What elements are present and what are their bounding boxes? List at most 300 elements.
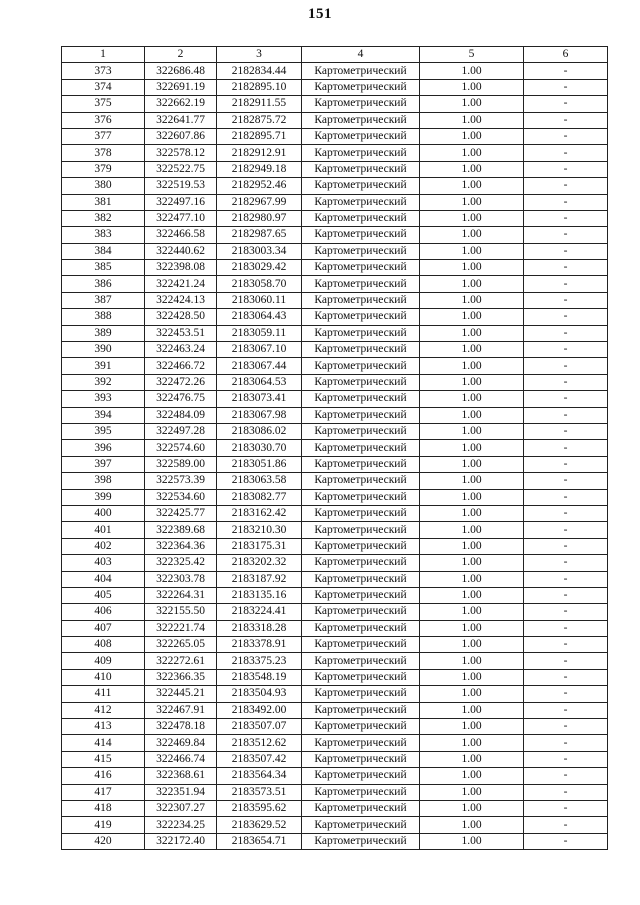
table-row: [62, 358, 608, 374]
accuracy-cell: 1.00: [420, 719, 524, 735]
accuracy-cell: 1.00: [420, 686, 524, 702]
y-coordinate-cell: 2182895.10: [217, 79, 302, 95]
table-row: [62, 161, 608, 177]
table-row: [62, 719, 608, 735]
header-row: [62, 47, 608, 63]
point-number-cell: 418: [62, 800, 145, 816]
table-row: [62, 112, 608, 128]
x-coordinate-cell: 322155.50: [145, 604, 217, 620]
note-cell: -: [524, 637, 608, 653]
accuracy-cell: 1.00: [420, 145, 524, 161]
header-cell: 3: [217, 47, 302, 63]
y-coordinate-cell: 2183086.02: [217, 423, 302, 439]
method-cell: Картометрический: [302, 604, 420, 620]
table-row: [62, 538, 608, 554]
x-coordinate-cell: 322364.36: [145, 538, 217, 554]
header-cell: 4: [302, 47, 420, 63]
table-row: [62, 276, 608, 292]
x-coordinate-cell: 322641.77: [145, 112, 217, 128]
y-coordinate-cell: 2183064.53: [217, 374, 302, 390]
note-cell: -: [524, 292, 608, 308]
table-row: [62, 604, 608, 620]
accuracy-cell: 1.00: [420, 358, 524, 374]
point-number-cell: 400: [62, 505, 145, 521]
accuracy-cell: 1.00: [420, 620, 524, 636]
note-cell: -: [524, 260, 608, 276]
note-cell: -: [524, 719, 608, 735]
x-coordinate-cell: 322467.91: [145, 702, 217, 718]
note-cell: -: [524, 342, 608, 358]
point-number-cell: 402: [62, 538, 145, 554]
note-cell: -: [524, 178, 608, 194]
note-cell: -: [524, 79, 608, 95]
point-number-cell: 396: [62, 440, 145, 456]
x-coordinate-cell: 322466.74: [145, 751, 217, 767]
coordinates-table: [61, 46, 608, 850]
table-row: [62, 374, 608, 390]
method-cell: Картометрический: [302, 555, 420, 571]
point-number-cell: 417: [62, 784, 145, 800]
table-row: [62, 407, 608, 423]
note-cell: -: [524, 210, 608, 226]
y-coordinate-cell: 2183210.30: [217, 522, 302, 538]
page-number: 151: [308, 6, 332, 22]
point-number-cell: 406: [62, 604, 145, 620]
method-cell: Картометрический: [302, 587, 420, 603]
table-row: [62, 555, 608, 571]
method-cell: Картометрический: [302, 784, 420, 800]
point-number-cell: 382: [62, 210, 145, 226]
note-cell: -: [524, 686, 608, 702]
note-cell: -: [524, 276, 608, 292]
accuracy-cell: 1.00: [420, 505, 524, 521]
x-coordinate-cell: 322691.19: [145, 79, 217, 95]
y-coordinate-cell: 2183573.51: [217, 784, 302, 800]
x-coordinate-cell: 322484.09: [145, 407, 217, 423]
point-number-cell: 408: [62, 637, 145, 653]
x-coordinate-cell: 322428.50: [145, 309, 217, 325]
point-number-cell: 407: [62, 620, 145, 636]
table-row: [62, 96, 608, 112]
y-coordinate-cell: 2182967.99: [217, 194, 302, 210]
method-cell: Картометрический: [302, 686, 420, 702]
y-coordinate-cell: 2183378.91: [217, 637, 302, 653]
x-coordinate-cell: 322421.24: [145, 276, 217, 292]
table-row: [62, 702, 608, 718]
point-number-cell: 399: [62, 489, 145, 505]
table-row: [62, 391, 608, 407]
y-coordinate-cell: 2183507.07: [217, 719, 302, 735]
method-cell: Картометрический: [302, 817, 420, 833]
method-cell: Картометрический: [302, 112, 420, 128]
accuracy-cell: 1.00: [420, 702, 524, 718]
x-coordinate-cell: 322264.31: [145, 587, 217, 603]
y-coordinate-cell: 2183060.11: [217, 292, 302, 308]
table-row: [62, 309, 608, 325]
y-coordinate-cell: 2183375.23: [217, 653, 302, 669]
method-cell: Картометрический: [302, 522, 420, 538]
method-cell: Картометрический: [302, 571, 420, 587]
x-coordinate-cell: 322303.78: [145, 571, 217, 587]
accuracy-cell: 1.00: [420, 522, 524, 538]
x-coordinate-cell: 322574.60: [145, 440, 217, 456]
y-coordinate-cell: 2183548.19: [217, 669, 302, 685]
accuracy-cell: 1.00: [420, 653, 524, 669]
table-row: [62, 489, 608, 505]
x-coordinate-cell: 322472.26: [145, 374, 217, 390]
table-row: [62, 227, 608, 243]
accuracy-cell: 1.00: [420, 194, 524, 210]
point-number-cell: 393: [62, 391, 145, 407]
table-row: [62, 817, 608, 833]
point-number-cell: 376: [62, 112, 145, 128]
y-coordinate-cell: 2183073.41: [217, 391, 302, 407]
x-coordinate-cell: 322366.35: [145, 669, 217, 685]
point-number-cell: 398: [62, 473, 145, 489]
note-cell: -: [524, 505, 608, 521]
x-coordinate-cell: 322466.58: [145, 227, 217, 243]
point-number-cell: 401: [62, 522, 145, 538]
method-cell: Картометрический: [302, 227, 420, 243]
note-cell: -: [524, 555, 608, 571]
method-cell: Картометрический: [302, 751, 420, 767]
point-number-cell: 386: [62, 276, 145, 292]
point-number-cell: 388: [62, 309, 145, 325]
point-number-cell: 394: [62, 407, 145, 423]
method-cell: Картометрический: [302, 292, 420, 308]
y-coordinate-cell: 2182834.44: [217, 63, 302, 79]
x-coordinate-cell: 322476.75: [145, 391, 217, 407]
note-cell: -: [524, 423, 608, 439]
table-row: [62, 178, 608, 194]
note-cell: -: [524, 604, 608, 620]
accuracy-cell: 1.00: [420, 669, 524, 685]
note-cell: -: [524, 653, 608, 669]
note-cell: -: [524, 243, 608, 259]
note-cell: -: [524, 571, 608, 587]
y-coordinate-cell: 2183051.86: [217, 456, 302, 472]
method-cell: Картометрический: [302, 374, 420, 390]
y-coordinate-cell: 2182912.91: [217, 145, 302, 161]
point-number-cell: 391: [62, 358, 145, 374]
y-coordinate-cell: 2183507.42: [217, 751, 302, 767]
x-coordinate-cell: 322221.74: [145, 620, 217, 636]
method-cell: Картометрический: [302, 391, 420, 407]
x-coordinate-cell: 322425.77: [145, 505, 217, 521]
accuracy-cell: 1.00: [420, 751, 524, 767]
table-row: [62, 571, 608, 587]
x-coordinate-cell: 322466.72: [145, 358, 217, 374]
accuracy-cell: 1.00: [420, 538, 524, 554]
point-number-cell: 414: [62, 735, 145, 751]
y-coordinate-cell: 2183512.62: [217, 735, 302, 751]
method-cell: Картометрический: [302, 473, 420, 489]
point-number-cell: 390: [62, 342, 145, 358]
accuracy-cell: 1.00: [420, 587, 524, 603]
point-number-cell: 373: [62, 63, 145, 79]
y-coordinate-cell: 2183059.11: [217, 325, 302, 341]
table-row: [62, 145, 608, 161]
table-header: [62, 47, 608, 63]
point-number-cell: 412: [62, 702, 145, 718]
accuracy-cell: 1.00: [420, 227, 524, 243]
point-number-cell: 397: [62, 456, 145, 472]
note-cell: -: [524, 456, 608, 472]
method-cell: Картометрический: [302, 423, 420, 439]
table-row: [62, 128, 608, 144]
method-cell: Картометрический: [302, 702, 420, 718]
x-coordinate-cell: 322519.53: [145, 178, 217, 194]
point-number-cell: 381: [62, 194, 145, 210]
point-number-cell: 389: [62, 325, 145, 341]
point-number-cell: 415: [62, 751, 145, 767]
x-coordinate-cell: 322440.62: [145, 243, 217, 259]
x-coordinate-cell: 322351.94: [145, 784, 217, 800]
method-cell: Картометрический: [302, 178, 420, 194]
method-cell: Картометрический: [302, 210, 420, 226]
header-cell: 2: [145, 47, 217, 63]
x-coordinate-cell: 322522.75: [145, 161, 217, 177]
method-cell: Картометрический: [302, 735, 420, 751]
method-cell: Картометрический: [302, 342, 420, 358]
method-cell: Картометрический: [302, 719, 420, 735]
table-row: [62, 505, 608, 521]
point-number-cell: 413: [62, 719, 145, 735]
table-row: [62, 194, 608, 210]
y-coordinate-cell: 2183187.92: [217, 571, 302, 587]
note-cell: -: [524, 522, 608, 538]
method-cell: Картометрический: [302, 407, 420, 423]
note-cell: -: [524, 751, 608, 767]
header-cell: 1: [62, 47, 145, 63]
y-coordinate-cell: 2183067.44: [217, 358, 302, 374]
accuracy-cell: 1.00: [420, 96, 524, 112]
note-cell: -: [524, 473, 608, 489]
accuracy-cell: 1.00: [420, 63, 524, 79]
method-cell: Картометрический: [302, 637, 420, 653]
y-coordinate-cell: 2182875.72: [217, 112, 302, 128]
y-coordinate-cell: 2183629.52: [217, 817, 302, 833]
x-coordinate-cell: 322325.42: [145, 555, 217, 571]
accuracy-cell: 1.00: [420, 784, 524, 800]
note-cell: -: [524, 63, 608, 79]
table-row: [62, 473, 608, 489]
method-cell: Картометрический: [302, 325, 420, 341]
table-row: [62, 653, 608, 669]
x-coordinate-cell: 322607.86: [145, 128, 217, 144]
note-cell: -: [524, 440, 608, 456]
table-row: [62, 735, 608, 751]
accuracy-cell: 1.00: [420, 161, 524, 177]
accuracy-cell: 1.00: [420, 79, 524, 95]
accuracy-cell: 1.00: [420, 440, 524, 456]
accuracy-cell: 1.00: [420, 391, 524, 407]
point-number-cell: 384: [62, 243, 145, 259]
method-cell: Картометрический: [302, 669, 420, 685]
table-row: [62, 243, 608, 259]
x-coordinate-cell: 322453.51: [145, 325, 217, 341]
y-coordinate-cell: 2183175.31: [217, 538, 302, 554]
note-cell: -: [524, 358, 608, 374]
table-row: [62, 210, 608, 226]
y-coordinate-cell: 2183318.28: [217, 620, 302, 636]
accuracy-cell: 1.00: [420, 473, 524, 489]
method-cell: Картометрический: [302, 358, 420, 374]
x-coordinate-cell: 322424.13: [145, 292, 217, 308]
method-cell: Картометрический: [302, 260, 420, 276]
method-cell: Картометрический: [302, 161, 420, 177]
method-cell: Картометрический: [302, 538, 420, 554]
point-number-cell: 405: [62, 587, 145, 603]
y-coordinate-cell: 2183063.58: [217, 473, 302, 489]
accuracy-cell: 1.00: [420, 817, 524, 833]
y-coordinate-cell: 2183162.42: [217, 505, 302, 521]
table-row: [62, 669, 608, 685]
table-row: [62, 325, 608, 341]
note-cell: -: [524, 587, 608, 603]
method-cell: Картометрический: [302, 194, 420, 210]
y-coordinate-cell: 2183030.70: [217, 440, 302, 456]
x-coordinate-cell: 322398.08: [145, 260, 217, 276]
table-row: [62, 637, 608, 653]
table-row: [62, 686, 608, 702]
method-cell: Картометрический: [302, 833, 420, 849]
note-cell: -: [524, 194, 608, 210]
method-cell: Картометрический: [302, 96, 420, 112]
note-cell: -: [524, 374, 608, 390]
point-number-cell: 410: [62, 669, 145, 685]
x-coordinate-cell: 322478.18: [145, 719, 217, 735]
accuracy-cell: 1.00: [420, 276, 524, 292]
y-coordinate-cell: 2182895.71: [217, 128, 302, 144]
point-number-cell: 375: [62, 96, 145, 112]
table-row: [62, 800, 608, 816]
x-coordinate-cell: 322573.39: [145, 473, 217, 489]
note-cell: -: [524, 489, 608, 505]
table-row: [62, 342, 608, 358]
note-cell: -: [524, 112, 608, 128]
table-row: [62, 620, 608, 636]
table-row: [62, 587, 608, 603]
accuracy-cell: 1.00: [420, 423, 524, 439]
x-coordinate-cell: 322469.84: [145, 735, 217, 751]
method-cell: Картометрический: [302, 128, 420, 144]
table-row: [62, 79, 608, 95]
point-number-cell: 420: [62, 833, 145, 849]
method-cell: Картометрический: [302, 456, 420, 472]
x-coordinate-cell: 322368.61: [145, 768, 217, 784]
accuracy-cell: 1.00: [420, 112, 524, 128]
accuracy-cell: 1.00: [420, 309, 524, 325]
y-coordinate-cell: 2183058.70: [217, 276, 302, 292]
method-cell: Картометрический: [302, 653, 420, 669]
y-coordinate-cell: 2183595.62: [217, 800, 302, 816]
x-coordinate-cell: 322662.19: [145, 96, 217, 112]
accuracy-cell: 1.00: [420, 210, 524, 226]
accuracy-cell: 1.00: [420, 292, 524, 308]
table-row: [62, 522, 608, 538]
x-coordinate-cell: 322463.24: [145, 342, 217, 358]
y-coordinate-cell: 2183654.71: [217, 833, 302, 849]
y-coordinate-cell: 2183202.32: [217, 555, 302, 571]
y-coordinate-cell: 2183029.42: [217, 260, 302, 276]
table-row: [62, 751, 608, 767]
method-cell: Картометрический: [302, 440, 420, 456]
table-body: [62, 63, 608, 850]
x-coordinate-cell: 322477.10: [145, 210, 217, 226]
point-number-cell: 403: [62, 555, 145, 571]
point-number-cell: 383: [62, 227, 145, 243]
point-number-cell: 392: [62, 374, 145, 390]
method-cell: Картометрический: [302, 505, 420, 521]
point-number-cell: 378: [62, 145, 145, 161]
accuracy-cell: 1.00: [420, 555, 524, 571]
point-number-cell: 411: [62, 686, 145, 702]
note-cell: -: [524, 96, 608, 112]
y-coordinate-cell: 2183135.16: [217, 587, 302, 603]
note-cell: -: [524, 407, 608, 423]
table-row: [62, 440, 608, 456]
x-coordinate-cell: 322589.00: [145, 456, 217, 472]
y-coordinate-cell: 2183064.43: [217, 309, 302, 325]
x-coordinate-cell: 322172.40: [145, 833, 217, 849]
accuracy-cell: 1.00: [420, 407, 524, 423]
point-number-cell: 416: [62, 768, 145, 784]
note-cell: -: [524, 161, 608, 177]
method-cell: Картометрический: [302, 800, 420, 816]
point-number-cell: 379: [62, 161, 145, 177]
note-cell: -: [524, 669, 608, 685]
method-cell: Картометрический: [302, 489, 420, 505]
y-coordinate-cell: 2183564.34: [217, 768, 302, 784]
y-coordinate-cell: 2183082.77: [217, 489, 302, 505]
point-number-cell: 374: [62, 79, 145, 95]
x-coordinate-cell: 322497.16: [145, 194, 217, 210]
note-cell: -: [524, 128, 608, 144]
note-cell: -: [524, 768, 608, 784]
point-number-cell: 380: [62, 178, 145, 194]
note-cell: -: [524, 702, 608, 718]
accuracy-cell: 1.00: [420, 243, 524, 259]
header-cell: 6: [524, 47, 608, 63]
method-cell: Картометрический: [302, 145, 420, 161]
y-coordinate-cell: 2182911.55: [217, 96, 302, 112]
table-row: [62, 260, 608, 276]
accuracy-cell: 1.00: [420, 571, 524, 587]
note-cell: -: [524, 817, 608, 833]
x-coordinate-cell: 322686.48: [145, 63, 217, 79]
accuracy-cell: 1.00: [420, 768, 524, 784]
note-cell: -: [524, 833, 608, 849]
accuracy-cell: 1.00: [420, 735, 524, 751]
accuracy-cell: 1.00: [420, 800, 524, 816]
point-number-cell: 385: [62, 260, 145, 276]
accuracy-cell: 1.00: [420, 833, 524, 849]
method-cell: Картометрический: [302, 620, 420, 636]
note-cell: -: [524, 227, 608, 243]
x-coordinate-cell: 322265.05: [145, 637, 217, 653]
table-row: [62, 768, 608, 784]
point-number-cell: 377: [62, 128, 145, 144]
y-coordinate-cell: 2183504.93: [217, 686, 302, 702]
accuracy-cell: 1.00: [420, 604, 524, 620]
table-row: [62, 423, 608, 439]
y-coordinate-cell: 2183067.10: [217, 342, 302, 358]
method-cell: Картометрический: [302, 79, 420, 95]
x-coordinate-cell: 322234.25: [145, 817, 217, 833]
y-coordinate-cell: 2182987.65: [217, 227, 302, 243]
note-cell: -: [524, 145, 608, 161]
